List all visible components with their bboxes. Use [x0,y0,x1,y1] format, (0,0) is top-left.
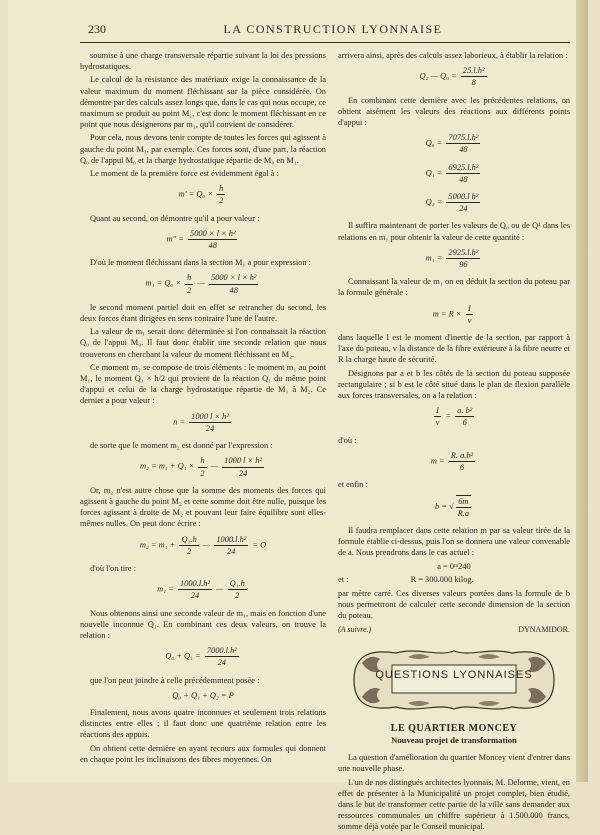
article-subtitle: Nouveau projet de transformation [391,734,517,745]
paragraph: Ce moment m₂ se compose de trois éléments : le moment m₁ au point M₁, le moment Q₁ × h/2 qui provient de la réaction Q₁ du même point d'appui et celui de la charge hydrostatique répartie de M₁ à M₂. Ce dernier a pour valeur : [80,362,326,406]
paragraph: d'où : [338,435,357,445]
paragraph: La question d'amélioration du quartier Moncey vient d'entrer dans une nouvelle phase. [338,753,570,774]
equation: a = 0ᵐ240 [437,561,471,571]
paragraph: dans laquelle I est le moment d'inertie de la section, par rapport à l'axe du poteau, v la distance de la fibre extérieure à la fibre neutre et R la charge haute de sécurité. [338,333,570,365]
equation: Q₀ + Q₁ = $\frac{\text{7000.l.h²}}{24}$ [165,646,237,668]
equation: m₁ = Q₀ × $\frac{h}{2}$ — $\frac{\text{5000 × l × h²}}{48}$ [145,273,257,295]
article-title: LE QUARTIER MONCEY [390,722,518,734]
equation: m₁ = $\frac{\text{2925.l.h²}}{96}$ [425,247,479,270]
paragraph: Désignons par a et b les côtés de la section du poteau supposée rectangulaire ; si b est le côté situé dans le plan de flexion parallèle aux forces transversales, on a la relation : [338,368,570,401]
paragraph: Il suffira maintenant de porter les valeurs de Q₀ ou de Q¹ dans les relations en m₁ pour obtenir la valeur de cette quantité : [338,221,570,242]
equation: et : R = 300.000 kilog. [338,574,474,584]
paragraph: Il faudra remplacer dans cette relation m par sa valeur tirée de la formule établie ci-dessus, puis l'on se donnera une valeur convenable de a. Nous prendrons dans le cas actuel : [338,525,570,558]
paragraph: Pour cela, nous devons tenir compte de toutes les forces qui agissent à gauche du point M₁, par exemple. Ces forces sont, d'une part, la réaction Q₀ de l'appui M₀ et la charge hydrostatique répartie de M₀ en M₁. [80,133,326,165]
left-column [80,50,326,767]
paragraph: le second moment partiel doit en effet se retrancher du second, les deux forces étant dirigées en sens contraire l'une de l'autre. [80,302,326,324]
equation: Q₂ = $\frac{\text{5000.l h²}}{24}$ [425,192,479,214]
running-title: LA CONSTRUCTION LYONNAISE [223,22,443,36]
equation: m' = Q₀ × $\frac{h}{2}$ [178,184,224,206]
paragraph: Le calcul de la résistance des matériaux exige la connaissance de la valeur maximum du moment fléchissant sur la pièce considérée. On démontre par des calculs assez longs que, dans le cas qui nous occupe, ce maximum se produit au point M₁, c'est donc le moment fléchissant en ce point que nous désignerons par m₁, qu'il convient de considérer. [80,75,326,130]
paragraph: Or, m₂ n'est autre chose que la somme des moments des forces qui agissent à gauche du point M₂ et cette somme doit être nulle, puisque les forces agissant à droite de M₂ et pouvant leur faire équilibre sont elles-mêmes nulles. On peut donc écrire : [80,485,326,529]
paragraph: Nous obtenons ainsi une seconde valeur de m₁, mais en fonction d'une nouvelle inconnue Q₁. En combinant ces deux valeurs, on trouve la relation : [80,608,326,640]
equation: Q₂ — Q₀ = $\frac{\text{25.l.h²}}{8}$ [419,66,485,88]
banner-title: QUESTIONS LYONNAISES [375,668,533,681]
paragraph: On obtient cette dernière en ayant recours aux formules qui donnent en chaque point les inclinaisons des fibres moyennes. On [80,743,326,764]
equation: m = R × $\frac{I}{v}$ [432,303,472,325]
equation: m₂ = m₁ + $\frac{\text{Q₁.h}}{2}$ — $\frac{\text{1000.l.h²}}{24}$ = O [139,534,267,556]
paragraph: L'un de nos distingués architectes lyonnais, M. Delorme, vient, en effet de présenter à la Municipalité un projet complet, bien étudié, dans le but de transformer cette partie de la ville sans demander aux ressources communales un chiffre supérieur à 1.500.000 francs, somme déjà votée par le Conseil municipal. [338,777,570,832]
paragraph: arrivera ainsi, après des calculs assez laborieux, à établir la relation : [338,51,568,60]
signature-line [338,624,570,635]
to-be-continued: (A suivre.) [338,624,372,634]
right-column [338,50,570,835]
equation: Q₁ = $\frac{\text{6925.l.h²}}{48}$ [425,162,479,184]
paragraph: Quant au second, on démontre qu'il a pour valeur : [90,213,260,223]
paragraph: de sorte que le moment m₂ est donné par l'expression : [90,441,273,451]
equation: b = √ $\frac{6m}{R.a}$ [434,496,470,518]
equation: m'' = $\frac{\text{5000 × l × h²}}{48}$ [166,228,236,251]
paragraph: par mètre carré. Ces diverses valeurs portées dans la formule de b nous permettront de calculer cette seconde dimension de la section du poteau. [338,588,570,621]
equation: m₂ = m₁ + Q₁ × $\frac{h}{2}$ — $\frac{\text{1000 l × h²}}{24}$ [140,456,262,478]
paragraph: La valeur de m₁ serait donc déterminée si l'on connaissait la réaction Q₀ de l'appui M₀. Il faut donc établir une seconde relation que nous trouverons en cherchant la valeur du moment fléchissant en M₂. [80,327,326,359]
header-rule [80,42,570,43]
paragraph: D'où le moment fléchissant dans la section M₁ a pour expression : [90,258,311,268]
paragraph: et enfin : [338,480,368,490]
author-signature: DYNAMIDOR. [518,624,570,634]
paragraph: Connaissant la valeur de m₁ on en déduit la section du poteau par la formule générale : [338,277,570,298]
paragraph: En combinant cette dernière avec les précédentes relations, on obtient aisément les valeurs des réactions aux différents points d'appui : [338,95,570,128]
equation: n = $\frac{\text{1000 l × h²}}{24}$ [173,411,229,433]
paragraph: que l'on peut joindre à celle précédemment posée : [90,675,260,685]
paragraph: Le moment de la première force est évidemment égal à : [90,169,279,179]
page-header [88,20,578,40]
equation: $\frac{I}{v}$ = $\frac{\text{a. b²}}{6}$ [435,406,473,428]
equation: m₁ = $\frac{\text{1000.l.h²}}{24}$ — $\frac{\text{Q₁.h}}{2}$ [157,579,245,601]
paragraph: soumise à une charge transversale répartie suivant la loi des pressions hydrostatiques. [80,51,326,72]
paragraph: d'où l'on tire : [90,563,137,573]
section-banner [348,643,560,717]
equation: Q₀ + Q₁ + Q₂ = P [172,690,234,700]
equation: m = $\frac{\text{R. a.b²}}{6}$ [430,450,474,473]
book-spine [576,0,588,782]
paragraph: Finalement, nous avons quatre inconnues et seulement trois relations distinctes entre elles ; il faut donc une quatrième relation entre les réactions des appuis. [80,707,326,740]
page-number: 230 [88,22,106,36]
equation: Q₀ = $\frac{\text{7075.l.h²}}{48}$ [425,133,479,155]
